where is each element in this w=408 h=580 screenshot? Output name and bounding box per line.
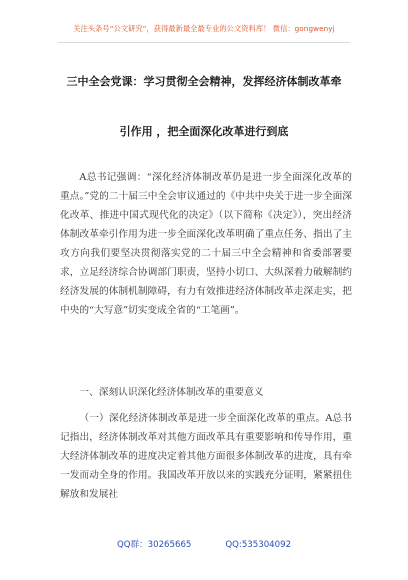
section-heading-1: 一、深刻认识深化经济体制改革的重要意义 <box>79 387 264 398</box>
document-title-line-1: 三中全会党课：学习贯彻全会精神，发挥经济体制改革牵 <box>66 75 342 88</box>
page-header-notice: 关注头条号“公文研究”，获得最新最全最专业的公文资料库！ 微信：gongwenyj <box>73 24 335 33</box>
footer-qq-group: QQ群：30265665 <box>116 540 192 550</box>
footer-qq-contact: QQ:535304092 <box>225 540 292 550</box>
body-paragraph-2 <box>60 409 352 504</box>
page-footer <box>0 538 408 550</box>
header-divider <box>58 42 350 43</box>
document-title-line-2: 引作用 ，把全面深化改革进行到底 <box>119 125 289 138</box>
body-paragraph-1 <box>60 168 352 320</box>
paragraph-text: A总书记强调：“深化经济体制改革仍是进一步全面深化改革的重点。”党的二十届三中全会审议通过的《中共中央关于进一步全面深化改革、推进中国式现代化的决定》（以下简称《决定》），突出经济体制改革牵引作用为进一步全面深化改革明确了重点任务、指出了主攻方向我们要坚决贯彻落实党的二十届三中全会精神和省委部署要求，立足经济综合协调部门职责，坚持小切口、大纵深着力破解制约经济发展的体制机制障碍，有力有效推进经济体制改革走深走实，把中央的“大写意”切实变成全省的“工笔画”。 <box>60 172 352 316</box>
paragraph-text: （一）深化经济体制改革是进一步全面深化改革的重点。A总书记指出，经济体制改革对其他方面改革具有重要影响和传导作用，重大经济体制改革的进度决定着其他方面很多体制改革的进度，具有牵一发而动全身的作用。我国改革开放以来的实践充分证明，紧紧扭住解放和发展社 <box>60 413 352 500</box>
